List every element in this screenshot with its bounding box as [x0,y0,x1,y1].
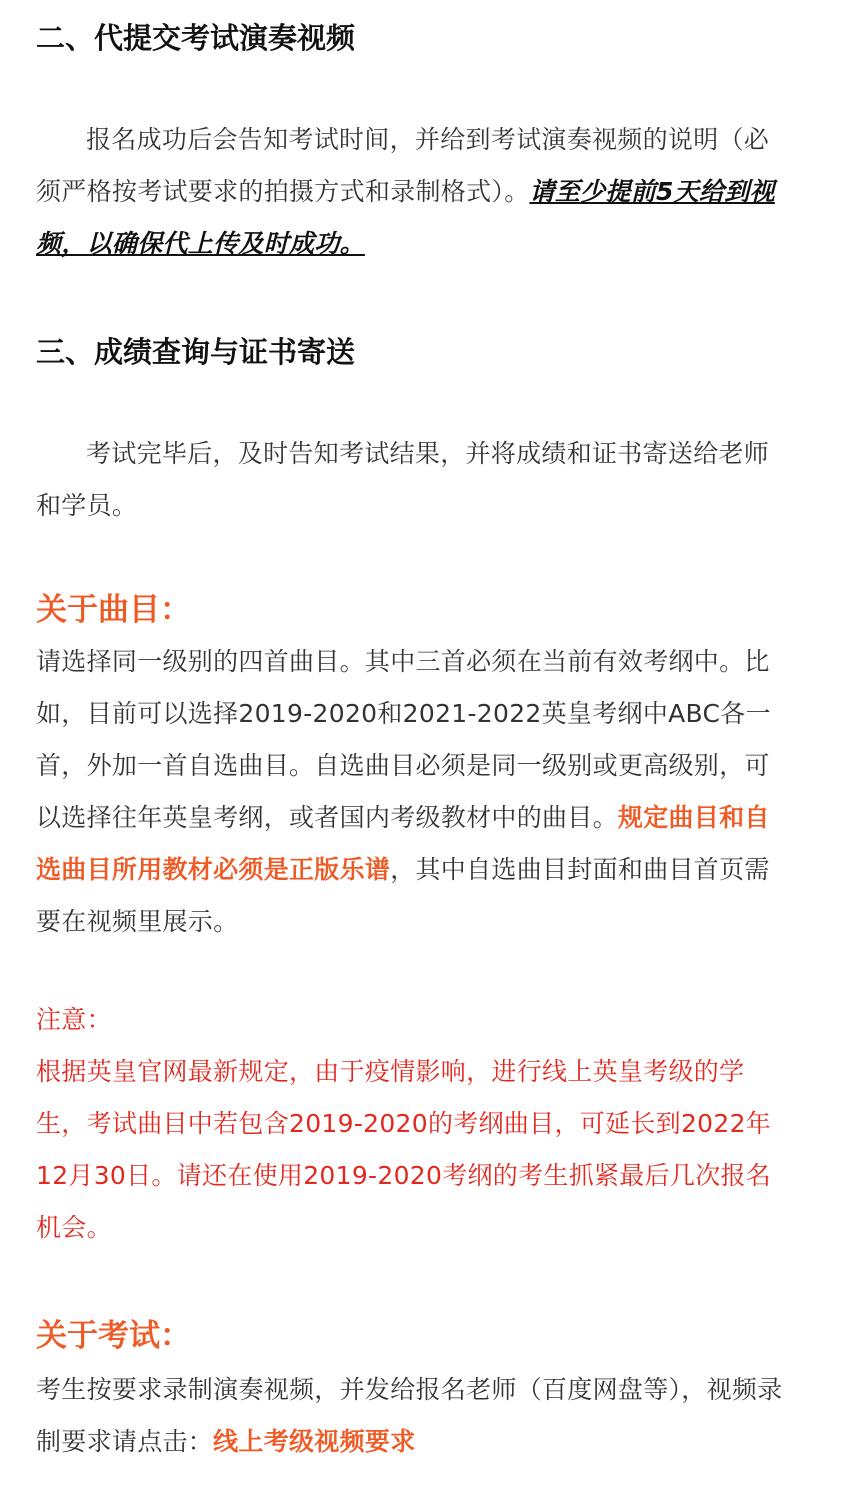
repertoire-text-after: ，其中自选曲目封面和曲目首页需要在视频里展示。 [36,855,770,936]
exam-paragraph [36,1364,786,1468]
repertoire-text: 请选择同一级别的四首曲目。其中三首必须在当前有效考纲中。比如，目前可以选择2019-2020和2021-2022英皇考纲中ABC各一首，外加一首自选曲目。自选曲目必须是同一级别或更高级别，可以选择往年英皇考纲，或者国内考级教材中的曲目。 [36,647,771,832]
notice-label: 注意： [36,1005,112,1034]
repertoire-title: 关于曲目： [36,592,191,628]
exam-text: 考生按要求录制演奏视频，并发给报名老师（百度网盘等），视频录制要求请点击： [36,1375,783,1456]
section2-paragraph [36,114,786,270]
section2-emphasis: 请至少提前5天给到视频，以确保代上传及时成功。 [36,177,775,258]
section3-title: 三、成绩查询与证书寄送 [36,335,356,369]
repertoire-paragraph [36,636,786,948]
section3-paragraph: 考试完毕后，及时告知考试结果，并将成绩和证书寄送给老师和学员。 [36,439,770,520]
section2-title: 二、代提交考试演奏视频 [36,21,356,55]
repertoire-highlight: 规定曲目和自选曲目所用教材必须是正版乐谱 [36,803,770,884]
notice-text: 根据英皇官网最新规定，由于疫情影响，进行线上英皇考级的学生，考试曲目中若包含2019-2020的考纲曲目，可延长到2022年12月30日。请还在使用2019-2020考纲的考生抓紧最后几次报名机会。 [36,1057,772,1242]
section2-text: 报名成功后会告知考试时间，并给到考试演奏视频的说明（必须严格按考试要求的拍摄方式和录制格式）。 [36,125,770,206]
exam-title: 关于考试： [36,1318,191,1354]
video-requirements-link[interactable]: 线上考级视频要求 [213,1427,416,1456]
